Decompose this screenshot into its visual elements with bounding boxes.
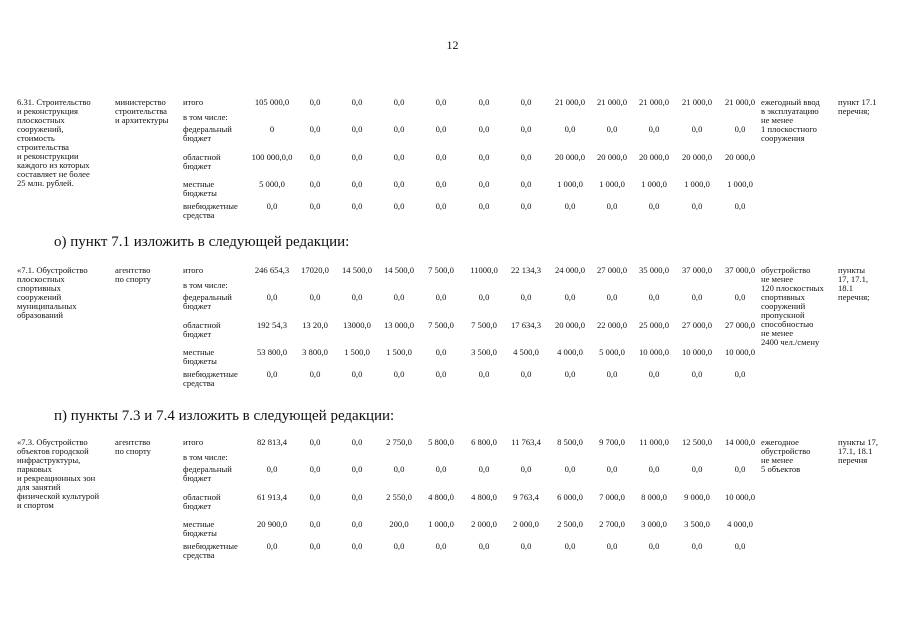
funding-value: 0,0: [351, 124, 363, 134]
funding-value: 0,0: [520, 97, 532, 107]
funding-value: 0,0: [520, 179, 532, 189]
funding-value: 105 000,0: [254, 97, 290, 107]
funding-value: 20 000,0: [554, 320, 586, 330]
funding-value: 4 800,0: [428, 492, 454, 502]
funding-row-label: областной бюджет: [183, 152, 221, 171]
funding-value: 35 000,0: [638, 265, 670, 275]
funding-value: 5 000,0: [259, 179, 285, 189]
funding-value: 25 000,0: [638, 320, 670, 330]
funding-value: 0,0: [734, 541, 746, 551]
funding-value: 0,0: [351, 437, 363, 447]
funding-value: 0,0: [435, 124, 447, 134]
funding-value: 100 000,0,0: [251, 152, 293, 162]
funding-value: 0,0: [520, 541, 532, 551]
funding-value: 0,0: [393, 179, 405, 189]
funding-value: 0,0: [691, 201, 703, 211]
funding-row-label: местные бюджеты: [183, 347, 217, 366]
funding-value: 0,0: [478, 541, 490, 551]
item-result: ежегодный ввод в эксплуатацию не менее 1 плоскостного сооружения: [761, 97, 820, 143]
funding-row-label: в том числе:: [183, 452, 228, 462]
funding-value: 0: [269, 124, 275, 134]
funding-value: 1 000,0: [557, 179, 583, 189]
funding-value: 0,0: [478, 369, 490, 379]
funding-value: 2 550,0: [386, 492, 412, 502]
funding-row-label: федеральный бюджет: [183, 124, 232, 143]
section-heading: п) пункты 7.3 и 7.4 изложить в следующей редакции:: [54, 408, 395, 424]
funding-value: 0,0: [351, 292, 363, 302]
funding-value: 4 800,0: [471, 492, 497, 502]
funding-value: 17020,0: [301, 265, 329, 275]
funding-value: 7 500,0: [471, 320, 497, 330]
item-reference: пункты 17, 17.1, 18.1 перечня;: [838, 266, 870, 302]
funding-value: 0,0: [520, 152, 532, 162]
funding-value: 7 500,0: [428, 265, 454, 275]
funding-value: 0,0: [564, 541, 576, 551]
funding-value: 21 000,0: [554, 97, 586, 107]
funding-row-label: итого: [183, 265, 204, 275]
funding-value: 0,0: [351, 464, 363, 474]
funding-value: 0,0: [648, 292, 660, 302]
funding-value: 0,0: [648, 464, 660, 474]
funding-value: 0,0: [309, 492, 321, 502]
funding-value: 0,0: [564, 124, 576, 134]
funding-value: 0,0: [478, 201, 490, 211]
funding-value: 7 000,0: [599, 492, 625, 502]
funding-value: 0,0: [351, 541, 363, 551]
funding-value: 11 000,0: [639, 437, 669, 447]
funding-value: 2 700,0: [599, 519, 625, 529]
funding-row-label: областной бюджет: [183, 492, 221, 511]
funding-value: 61 913,4: [256, 492, 288, 502]
funding-value: 53 800,0: [256, 347, 288, 357]
funding-row-label: федеральный бюджет: [183, 464, 232, 483]
funding-value: 0,0: [648, 541, 660, 551]
funding-value: 0,0: [435, 97, 447, 107]
funding-value: 2 000,0: [471, 519, 497, 529]
funding-value: 10 000,0: [681, 347, 713, 357]
funding-value: 9 000,0: [684, 492, 710, 502]
funding-value: 27 000,0: [596, 265, 628, 275]
funding-value: 0,0: [393, 124, 405, 134]
funding-value: 14 500,0: [383, 265, 415, 275]
funding-value: 0,0: [266, 292, 278, 302]
funding-value: 12 500,0: [681, 437, 713, 447]
funding-value: 0,0: [435, 541, 447, 551]
funding-value: 0,0: [520, 464, 532, 474]
funding-value: 22 000,0: [596, 320, 628, 330]
funding-value: 0,0: [520, 369, 532, 379]
funding-value: 0,0: [691, 541, 703, 551]
funding-value: 0,0: [266, 369, 278, 379]
funding-value: 0,0: [351, 201, 363, 211]
funding-value: 20 000,0: [596, 152, 628, 162]
funding-value: 0,0: [309, 519, 321, 529]
funding-value: 0,0: [520, 201, 532, 211]
funding-value: 3 500,0: [471, 347, 497, 357]
funding-value: 14 500,0: [341, 265, 373, 275]
funding-value: 10 000,0: [638, 347, 670, 357]
funding-value: 21 000,0: [724, 97, 756, 107]
funding-value: 0,0: [606, 464, 618, 474]
item-description: 6.31. Строительство и реконструкция плоскостных сооружений, стоимость строительства и реконструкции каждого из которых составляет не более 25 млн. рублей.: [17, 97, 91, 188]
item-description: «7.1. Обустройство плоскостных спортивных сооружений муниципальных образований: [17, 265, 88, 320]
funding-value: 0,0: [393, 464, 405, 474]
funding-value: 8 000,0: [641, 492, 667, 502]
item-responsible: агентство по спорту: [115, 265, 151, 284]
funding-value: 0,0: [351, 492, 363, 502]
funding-value: 22 134,3: [510, 265, 542, 275]
funding-value: 13000,0: [343, 320, 371, 330]
funding-value: 37 000,0: [681, 265, 713, 275]
funding-value: 5 800,0: [428, 437, 454, 447]
funding-value: 0,0: [734, 369, 746, 379]
funding-value: 0,0: [266, 464, 278, 474]
funding-value: 21 000,0: [596, 97, 628, 107]
funding-value: 4 000,0: [557, 347, 583, 357]
funding-value: 17 634,3: [510, 320, 542, 330]
funding-value: 0,0: [478, 464, 490, 474]
funding-value: 0,0: [520, 292, 532, 302]
funding-value: 20 000,0: [724, 152, 756, 162]
funding-value: 0,0: [435, 152, 447, 162]
funding-value: 0,0: [393, 369, 405, 379]
funding-value: 0,0: [309, 152, 321, 162]
funding-value: 0,0: [351, 369, 363, 379]
funding-value: 0,0: [351, 97, 363, 107]
funding-value: 0,0: [393, 97, 405, 107]
funding-value: 0,0: [478, 124, 490, 134]
funding-value: 10 000,0: [724, 347, 756, 357]
funding-value: 9 700,0: [599, 437, 625, 447]
funding-value: 0,0: [435, 347, 447, 357]
funding-value: 0,0: [435, 369, 447, 379]
funding-value: 82 813,4: [256, 437, 288, 447]
funding-value: 14 000,0: [724, 437, 756, 447]
item-description: «7.3. Обустройство объектов городской инфраструктуры, парковых и рекреационных зон для занятий физической культурой и спортом: [17, 437, 100, 510]
funding-value: 6 800,0: [471, 437, 497, 447]
funding-value: 0,0: [564, 201, 576, 211]
funding-value: 0,0: [648, 124, 660, 134]
funding-value: 4 500,0: [513, 347, 539, 357]
funding-value: 1 000,0: [641, 179, 667, 189]
funding-value: 2 750,0: [386, 437, 412, 447]
funding-value: 0,0: [606, 541, 618, 551]
funding-value: 0,0: [734, 201, 746, 211]
funding-value: 246 654,3: [254, 265, 290, 275]
funding-value: 1 000,0: [428, 519, 454, 529]
funding-row-label: в том числе:: [183, 280, 228, 290]
funding-value: 8 500,0: [557, 437, 583, 447]
funding-value: 27 000,0: [681, 320, 713, 330]
funding-value: 0,0: [734, 124, 746, 134]
funding-value: 0,0: [309, 179, 321, 189]
funding-value: 1 000,0: [684, 179, 710, 189]
funding-value: 0,0: [691, 369, 703, 379]
funding-value: 0,0: [435, 292, 447, 302]
item-reference: пункт 17.1 перечня;: [838, 98, 877, 116]
funding-value: 0,0: [564, 464, 576, 474]
funding-value: 2 500,0: [557, 519, 583, 529]
item-reference: пункты 17, 17.1, 18.1 перечня: [838, 438, 878, 465]
item-result: ежегодное обустройство не менее 5 объектов: [761, 437, 811, 474]
funding-value: 0,0: [606, 292, 618, 302]
funding-value: 0,0: [478, 292, 490, 302]
funding-row-label: федеральный бюджет: [183, 292, 232, 311]
funding-value: 0,0: [564, 369, 576, 379]
funding-value: 11000,0: [470, 265, 498, 275]
funding-value: 0,0: [309, 541, 321, 551]
funding-value: 4 000,0: [727, 519, 753, 529]
funding-value: 0,0: [478, 152, 490, 162]
funding-row-label: итого: [183, 437, 204, 447]
funding-value: 6 000,0: [557, 492, 583, 502]
funding-value: 1 000,0: [599, 179, 625, 189]
funding-value: 20 000,0: [681, 152, 713, 162]
funding-value: 0,0: [606, 201, 618, 211]
funding-value: 3 000,0: [641, 519, 667, 529]
funding-value: 0,0: [606, 369, 618, 379]
funding-value: 9 763,4: [513, 492, 539, 502]
funding-value: 0,0: [393, 292, 405, 302]
funding-value: 21 000,0: [681, 97, 713, 107]
funding-value: 3 500,0: [684, 519, 710, 529]
funding-value: 0,0: [309, 369, 321, 379]
funding-value: 0,0: [734, 464, 746, 474]
funding-value: 0,0: [520, 124, 532, 134]
funding-value: 37 000,0: [724, 265, 756, 275]
funding-value: 0,0: [691, 124, 703, 134]
funding-value: 0,0: [648, 201, 660, 211]
funding-value: 0,0: [393, 541, 405, 551]
funding-value: 13 20,0: [302, 320, 328, 330]
funding-value: 0,0: [435, 179, 447, 189]
funding-row-label: местные бюджеты: [183, 179, 217, 198]
funding-value: 0,0: [691, 464, 703, 474]
section-heading: о) пункт 7.1 изложить в следующей редакции:: [54, 234, 350, 250]
item-responsible: министерство строительства и архитектуры: [115, 97, 169, 125]
funding-row-label: внебюджетные средства: [183, 201, 238, 220]
funding-value: 0,0: [564, 292, 576, 302]
funding-value: 11 763,4: [511, 437, 541, 447]
funding-row-label: местные бюджеты: [183, 519, 217, 538]
funding-value: 0,0: [691, 292, 703, 302]
funding-value: 1 500,0: [386, 347, 412, 357]
funding-value: 13 000,0: [383, 320, 415, 330]
funding-value: 0,0: [309, 292, 321, 302]
funding-value: 0,0: [734, 292, 746, 302]
funding-value: 0,0: [393, 201, 405, 211]
funding-value: 0,0: [309, 124, 321, 134]
funding-value: 21 000,0: [638, 97, 670, 107]
page-number: 12: [446, 38, 459, 52]
funding-row-label: в том числе:: [183, 112, 228, 122]
funding-value: 0,0: [351, 152, 363, 162]
funding-row-label: внебюджетные средства: [183, 369, 238, 388]
funding-value: 0,0: [435, 201, 447, 211]
funding-value: 0,0: [266, 201, 278, 211]
funding-value: 0,0: [309, 464, 321, 474]
funding-value: 0,0: [606, 124, 618, 134]
funding-value: 0,0: [648, 369, 660, 379]
funding-value: 0,0: [309, 97, 321, 107]
funding-value: 1 000,0: [727, 179, 753, 189]
funding-value: 3 800,0: [302, 347, 328, 357]
funding-value: 192 54,3: [256, 320, 288, 330]
item-result: обустройство не менее 120 плоскостных спортивных сооружений пропускной способностью не менее 2400 чел./смену: [761, 265, 824, 347]
funding-value: 27 000,0: [724, 320, 756, 330]
funding-value: 0,0: [435, 464, 447, 474]
funding-value: 1 500,0: [344, 347, 370, 357]
funding-row-label: внебюджетные средства: [183, 541, 238, 560]
funding-value: 20 900,0: [256, 519, 288, 529]
funding-row-label: областной бюджет: [183, 320, 221, 339]
funding-value: 200,0: [389, 519, 409, 529]
funding-value: 10 000,0: [724, 492, 756, 502]
funding-value: 0,0: [351, 519, 363, 529]
funding-value: 24 000,0: [554, 265, 586, 275]
funding-value: 0,0: [351, 179, 363, 189]
item-responsible: агентство по спорту: [115, 437, 151, 456]
funding-value: 0,0: [478, 179, 490, 189]
funding-value: 20 000,0: [638, 152, 670, 162]
funding-value: 0,0: [266, 541, 278, 551]
funding-value: 0,0: [309, 201, 321, 211]
funding-value: 0,0: [309, 437, 321, 447]
funding-value: 5 000,0: [599, 347, 625, 357]
funding-value: 0,0: [393, 152, 405, 162]
funding-value: 7 500,0: [428, 320, 454, 330]
funding-value: 20 000,0: [554, 152, 586, 162]
funding-value: 0,0: [478, 97, 490, 107]
funding-row-label: итого: [183, 97, 204, 107]
funding-value: 2 000,0: [513, 519, 539, 529]
